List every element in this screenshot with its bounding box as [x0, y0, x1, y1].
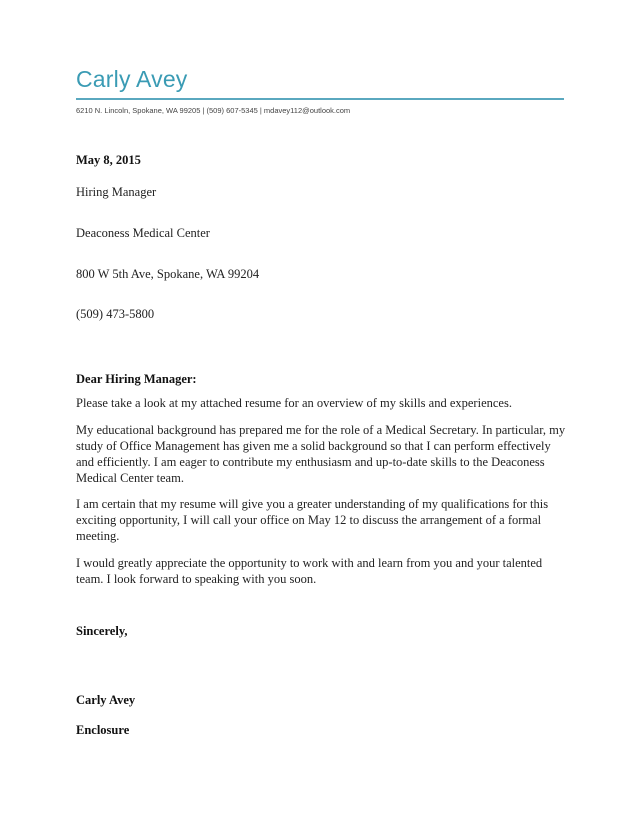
paragraph-3: I am certain that my resume will give you a greater understanding of my qualifications for this exciting opportunity, I will call your office on May 12 to discuss the arrangement of a formal meeting.: [76, 497, 549, 543]
recipient-address: 800 W 5th Ave, Spokane, WA 99204: [76, 267, 260, 281]
signature-name: Carly Avey: [76, 693, 136, 707]
paragraph-2: My educational background has prepared me for the role of a Medical Secretary. In particular, my study of Office Management has given me a solid background so that I can perform effectively and efficiently. I am eager to contribute my enthusiasm and up-to-date skills to the Deaconess Medical Center team.: [76, 423, 566, 485]
header-divider: [76, 98, 564, 100]
paragraph-4: I would greatly appreciate the opportunity to work with and learn from you and your talented team. I look forward to speaking with you soon.: [76, 556, 543, 586]
salutation: Dear Hiring Manager:: [76, 372, 197, 386]
letter-date: May 8, 2015: [76, 153, 141, 167]
enclosure-note: Enclosure: [76, 723, 130, 737]
closing: Sincerely,: [76, 624, 128, 638]
recipient-organization: Deaconess Medical Center: [76, 226, 210, 240]
paragraph-1: Please take a look at my attached resume for an overview of my skills and experiences.: [76, 396, 512, 410]
recipient-title: Hiring Manager: [76, 185, 157, 199]
recipient-phone: (509) 473-5800: [76, 307, 155, 321]
sender-contact: 6210 N. Lincoln, Spokane, WA 99205 | (509) 607-5345 | mdavey112@outlook.com: [76, 106, 351, 115]
sender-name: Carly Avey: [76, 66, 188, 92]
